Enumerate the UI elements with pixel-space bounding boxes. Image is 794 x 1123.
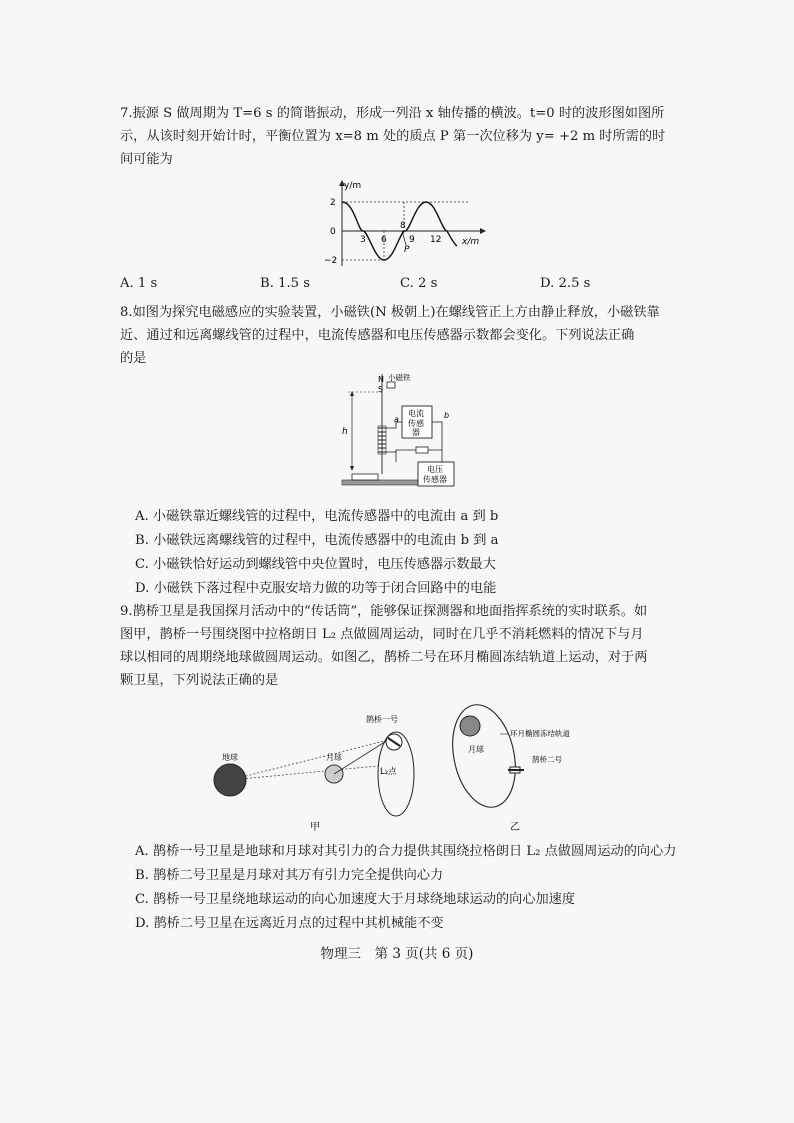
q8-line2: 近、通过和远离螺线管的过程中，电流传感器和电压传感器示数都会变化。下列说法正确	[120, 328, 635, 343]
q7-option-d: D. 2.5 s	[540, 276, 591, 291]
q7-x-tick-3: 3	[360, 235, 366, 245]
q8-s-label: S	[378, 385, 384, 394]
q8-option-a: A. 小磁铁靠近螺线管的过程中，电流传感器中的电流由 a 到 b	[135, 509, 499, 524]
q7-x-tick-12: 12	[430, 235, 442, 245]
q9-option-a: A. 鹊桥一号卫星是地球和月球对其引力的合力提供其围绕拉格朗日 L₂ 点做圆周运动的向心力	[135, 844, 677, 859]
q7-x-tick-9: 9	[409, 235, 415, 245]
q9-yi-orbit	[444, 704, 524, 813]
q9-line3: 球以相同的周期绕地球做圆周运动。如图乙，鹊桥二号在环月椭圆冻结轨道上运动，对于两	[120, 650, 648, 665]
q9-jia-l2-label: L₂点	[380, 767, 397, 777]
q9-line1: 9.鹊桥卫星是我国探月活动中的“传话筒”，能够保证探测器和地面指挥系统的实时联系。如	[120, 604, 648, 619]
q8-line1: 8.如图为探究电磁感应的实验装置，小磁铁(N 极朝上)在螺线管正上方由静止释放，小磁铁靠	[120, 305, 660, 320]
q9-yi-caption: 乙	[510, 822, 520, 833]
q9-option-c: C. 鹊桥一号卫星绕地球运动的向心加速度大于月球绕地球运动的向心加速度	[135, 892, 576, 907]
q8-voltage-sensor-l1: 电压	[427, 465, 443, 474]
q8-n-label: N	[378, 375, 384, 384]
page-footer: 物理三 第 3 页(共 6 页)	[320, 946, 474, 962]
q8-current-sensor-l1: 电流	[408, 409, 424, 418]
q8-voltage-sensor-l2: 传感器	[423, 475, 447, 484]
q7-option-c: C. 2 s	[400, 276, 438, 291]
q7-line1: 7.振源 S 做周期为 T=6 s 的简谐振动，形成一列沿 x 轴传播的横波。t=0 时的波形图如图所	[120, 106, 665, 121]
q7-x-tick-6: 6	[381, 235, 387, 245]
q7-x-tick-8: 8	[400, 221, 406, 231]
q9-line2: 图甲，鹊桥一号围绕图中拉格朗日 L₂ 点做圆周运动，同时在几乎不消耗燃料的情况下与月	[120, 627, 644, 642]
q9-option-d: D. 鹊桥二号卫星在远离近月点的过程中其机械能不变	[135, 916, 444, 931]
q8-current-sensor-l3: 器	[412, 428, 420, 437]
q9-option-b: B. 鹊桥二号卫星是月球对其万有引力完全提供向心力	[135, 868, 444, 883]
q7-line3: 间可能为	[120, 152, 173, 167]
q9-jia-earth-label: 地球	[222, 753, 238, 762]
q8-option-c: C. 小磁铁恰好运动到螺线管中央位置时，电压传感器示数最大	[135, 557, 496, 572]
q7-y-axis-label: y/m	[344, 181, 362, 191]
q7-y-tick-0: 0	[330, 227, 336, 237]
q9-yi-moon-label: 月球	[468, 745, 484, 754]
q7-point-p-label: P	[404, 245, 410, 255]
q8-magnet	[387, 382, 395, 388]
q7-y-tick-neg2: −2	[324, 256, 338, 266]
q8-current-sensor-l2: 传感	[408, 419, 424, 428]
q9-figure-yi	[440, 704, 590, 836]
q9-yi-moon	[460, 716, 480, 736]
q7-options	[120, 276, 680, 291]
q8-apparatus-figure	[338, 370, 468, 492]
q8-a-label: a	[394, 415, 399, 424]
q9-figure-jia	[200, 712, 440, 836]
q8-line3: 的是	[120, 351, 147, 366]
q8-b-label: b	[444, 411, 450, 420]
q7-x-axis-label: x/m	[462, 237, 480, 247]
question-7-stem	[120, 102, 680, 171]
q7-wave-graph	[320, 178, 490, 270]
q9-jia-moon-label: 月球	[326, 753, 342, 762]
q9-line4: 颗卫星，下列说法正确的是	[120, 673, 279, 688]
q8-option-d: D. 小磁铁下落过程中克服安培力做的功等于闭合回路中的电能	[135, 581, 497, 596]
question-9-stem	[120, 600, 680, 692]
q7-option-b: B. 1.5 s	[260, 276, 311, 291]
q9-yi-sat2	[508, 767, 524, 773]
q9-yi-sat2-label: 鹊桥二号	[532, 755, 562, 764]
q8-h-label: h	[342, 427, 348, 437]
q9-jia-caption: 甲	[310, 822, 320, 833]
q8-option-b: B. 小磁铁远离螺线管的过程中，电流传感器中的电流由 b 到 a	[135, 533, 499, 548]
q8-magnet-label: 小磁铁	[388, 373, 411, 382]
q9-jia-sat1-label: 鹊桥一号	[366, 715, 398, 724]
question-8-stem	[120, 301, 680, 370]
q7-line2: 示，从该时刻开始计时，平衡位置为 x=8 m 处的质点 P 第一次位移为 y= +2 m 时所需的时	[120, 129, 666, 144]
q7-option-a: A. 1 s	[120, 276, 158, 291]
q9-yi-orbit-label: 环月椭圆冻结轨道	[510, 729, 570, 738]
q7-y-tick-2: 2	[330, 198, 336, 208]
